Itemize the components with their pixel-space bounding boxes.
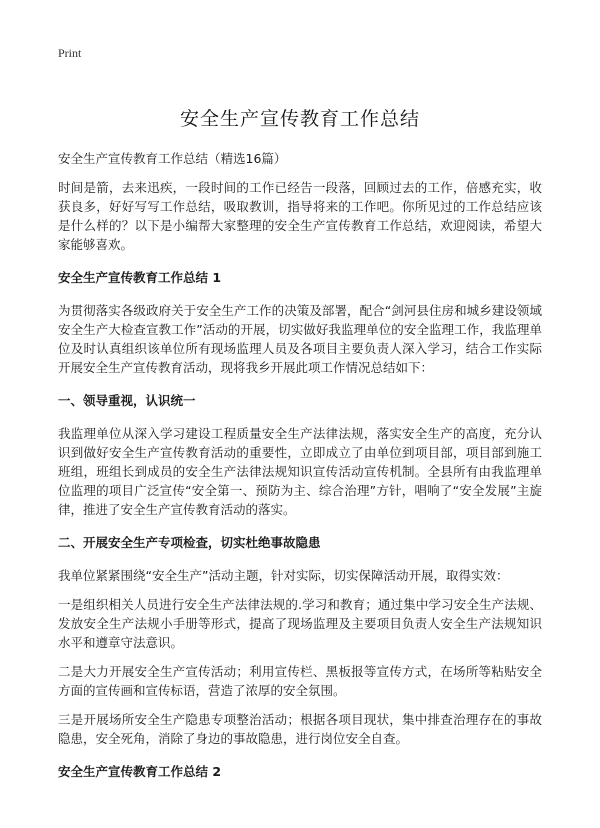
inspection-point-2: 二是大力开展安全生产宣传活动；利用宣传栏、黑板报等宣传方式，在场所等粘贴安全方面的宣传画和宣传标语，营造了浓厚的安全氛围。 <box>58 664 542 698</box>
intro-paragraph: 时间是箭，去来迅疾，一段时间的工作已经告一段落，回顾过去的工作，倍感充实，收获良多，好好写写工作总结，吸取教训，指导将来的工作吧。你所见过的工作总结应该是什么样的？以下是小编帮大家整理的安全生产宣传教育工作总结，欢迎阅读，希望大家能够喜欢。 <box>58 180 542 252</box>
document-subtitle: 安全生产宣传教育工作总结（精选16篇） <box>58 151 287 166</box>
leadership-paragraph: 我监理单位从深入学习建设工程质量安全生产法律法规，落实安全生产的高度，充分认识到做好安全生产宣传教育活动的重要性，立即成立了由单位到项目部，项目部到施工班组，班组长到成员的安全生产法律法规知识宣传活动宣传机制。全县所有由我监理单位监理的项目广泛宣传“安全第一、预防为主、综合治理”方针，唱响了“安全发展”主旋律，推进了安全生产宣传教育活动的落实。 <box>58 426 542 517</box>
inspection-point-3: 三是开展场所安全生产隐患专项整治活动；根据各项目现状，集中排查治理存在的事故隐患，安全死角，消除了身边的事故隐患，进行岗位安全自查。 <box>58 712 542 746</box>
inspection-intro-paragraph: 我单位紧紧围绕“安全生产”活动主题，针对实际，切实保障活动开展，取得实效： <box>58 568 509 583</box>
subheading-leadership: 一、领导重视，认识统一 <box>58 393 196 408</box>
section-1-heading: 安全生产宣传教育工作总结 1 <box>58 270 222 285</box>
section-2-heading: 安全生产宣传教育工作总结 2 <box>58 764 222 779</box>
inspection-point-1: 一是组织相关人员进行安全生产法律法规的.学习和教育；通过集中学习安全生产法规、发放安全生产法规小手册等形式，提高了现场监理及主要项目负责人安全生产法规知识水平和遵章守法意识。 <box>58 597 542 650</box>
page-title: 安全生产宣传教育工作总结 <box>179 108 420 130</box>
section-1-paragraph: 为贯彻落实各级政府关于安全生产工作的决策及部署，配合“剑河县住房和城乡建设领域安全生产大检查宣教工作”活动的开展，切实做好我监理单位的安全监理工作，我监理单位及时认真组织该单位所有现场监理人员及各项目主要负责人深入学习，结合工作实际开展安全生产宣传教育活动，现将我乡开展此项工作情况总结如下： <box>58 303 542 375</box>
top-spacer <box>58 44 542 66</box>
subheading-inspection: 二、开展安全生产专项检查，切实杜绝事故隐患 <box>58 535 321 550</box>
print-link[interactable]: Print <box>58 46 82 60</box>
